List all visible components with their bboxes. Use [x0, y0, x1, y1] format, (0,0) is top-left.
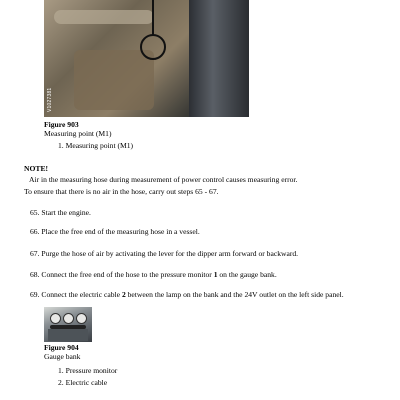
figure-904-photo	[44, 307, 92, 342]
step-65: 65. Start the engine.	[30, 208, 91, 217]
figure-903-caption: Measuring point (M1)	[44, 129, 112, 138]
step-69	[30, 290, 344, 299]
note-line-1: Air in the measuring hose during measurement of power control causes measuring error.	[29, 175, 298, 184]
callout-line	[152, 0, 154, 36]
step-68-text-end: on the gauge bank.	[217, 270, 277, 279]
figure-904-item-2: 2. Electric cable	[58, 378, 108, 387]
step-68	[30, 270, 277, 279]
figure-904-caption: Gauge bank	[44, 352, 81, 361]
step-69-ref: 2	[121, 290, 126, 299]
note-line-2: To ensure that there is no air in the hose, carry out steps 65 - 67.	[24, 187, 219, 196]
photo-code: V1027381	[47, 87, 53, 112]
dark-area	[189, 0, 249, 117]
measuring-point-circle	[140, 34, 166, 60]
figure-904-item-1: 1. Pressure monitor	[58, 366, 118, 375]
step-69-text: 69. Connect the electric cable	[30, 290, 122, 299]
step-68-text: 68. Connect the free end of the hose to the pressure monitor	[30, 270, 214, 279]
step-69-text-end: between the lamp on the bank and the 24V outlet on the left side panel.	[125, 290, 344, 299]
step-66: 66. Place the free end of the measuring hose in a vessel.	[30, 227, 200, 236]
engine-block	[74, 50, 154, 110]
note-heading: NOTE!	[24, 164, 49, 173]
figure-903-label: Figure 903	[44, 120, 79, 129]
gauge-dial	[76, 313, 87, 324]
gauge-bank-body	[48, 329, 88, 341]
figure-903-photo	[44, 0, 249, 117]
hose-pipe	[54, 10, 154, 24]
gauge-dial	[63, 313, 74, 324]
step-67: 67. Purge the hose of air by activating the lever for the dipper arm forward or backward.	[30, 249, 299, 258]
step-68-ref: 1	[213, 270, 218, 279]
figure-903-item-1: 1. Measuring point (M1)	[58, 141, 134, 150]
figure-904-label: Figure 904	[44, 343, 79, 352]
gauge-dial	[50, 313, 61, 324]
